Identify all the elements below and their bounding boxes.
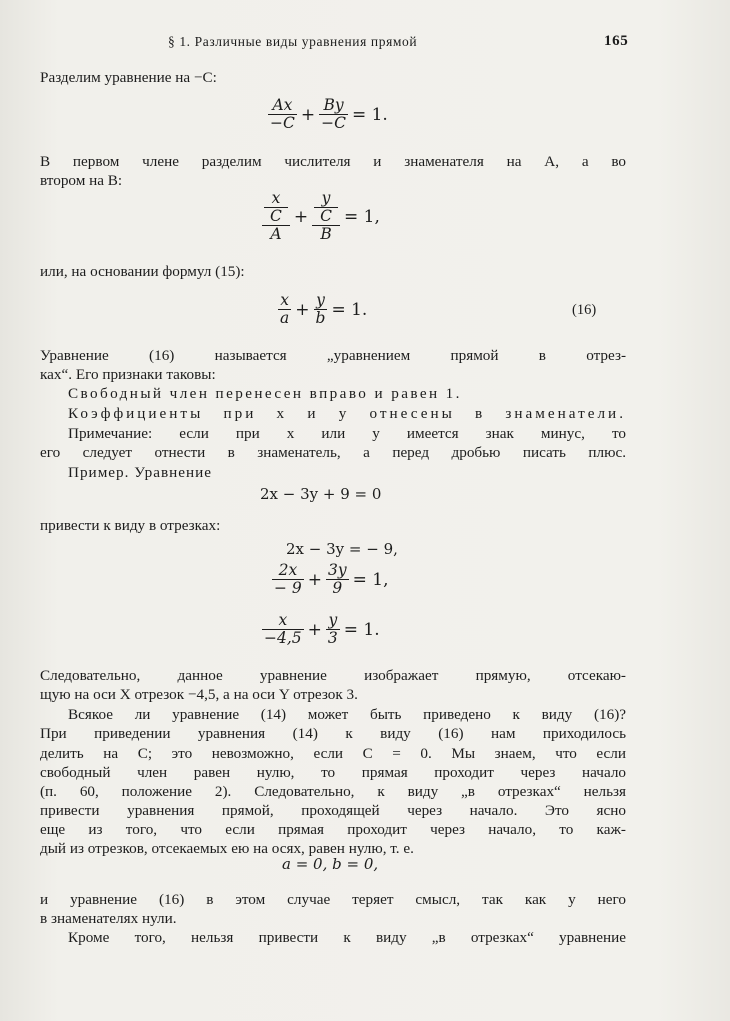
text-line: привести к виду в отрезках: [40, 517, 221, 534]
text-line: втором на B: [40, 172, 123, 189]
text-line: делить на C; это невозможно, если C = 0. Мы знаем, что если [40, 745, 626, 762]
numerator: y [314, 190, 338, 208]
text-line: (п. 60, положение 2). Следовательно, к виду „в отрезках“ нельзя [40, 783, 626, 800]
denominator: −C [270, 114, 295, 132]
numerator: y [326, 612, 340, 630]
text-line: и уравнение (16) в этом случае теряет смысл, так как у него [40, 891, 626, 908]
numerator: By [319, 97, 348, 115]
denominator: 3 [327, 629, 338, 647]
equation-rhs: = 1. [331, 299, 368, 320]
equation-rhs: = 1, [344, 206, 380, 227]
text-line: При приведении уравнения (14) к виду (16) нам приходилось [40, 725, 626, 742]
text-line: ках“. Его признаки таковы: [40, 366, 216, 383]
denominator: b [315, 309, 326, 327]
section-title: § 1. Различные виды уравнения прямой [168, 34, 418, 49]
denominator: C [320, 207, 332, 225]
text-line: или, на основании формул (15): [40, 263, 245, 280]
formula-zero-intercepts: a = 0, b = 0, [282, 855, 379, 873]
numerator: x [278, 292, 291, 310]
numerator: Ax [268, 97, 297, 115]
plus-sign: + [307, 569, 323, 590]
text-line: свободный член равен нулю, то прямая проходит через начало [40, 764, 626, 781]
equation-number: (16) [572, 302, 597, 318]
plus-sign: + [295, 299, 310, 320]
text-line: Всякое ли уравнение (14) может быть приведено к виду (16)? [68, 706, 626, 723]
plus-sign: + [307, 619, 322, 640]
text-line: щую на оси X отрезок −4,5, а на оси Y отрезок 3. [40, 686, 358, 703]
text-line: в знаменателях нули. [40, 910, 177, 927]
text-line: еще из того, что если прямая проходит через начало, то каж- [40, 821, 626, 838]
formula-divide-by-minus-c [268, 97, 392, 132]
page-number: 165 [604, 33, 629, 49]
denominator: C [270, 207, 282, 225]
text-line: В первом члене разделим числителя и знаменателя на A, а во [40, 153, 626, 170]
denominator: 9 [332, 579, 343, 597]
text-line: Следовательно, данное уравнение изображает прямую, отсекаю- [40, 667, 626, 684]
text-line: Коэффициенты при x и y отнесены в знаменатели. [68, 405, 626, 422]
denominator: −C [321, 114, 346, 132]
plus-sign: + [300, 104, 316, 125]
plus-sign: + [293, 206, 309, 227]
numerator: 2x [272, 562, 304, 580]
text-line: Разделим уравнение на −C: [40, 69, 217, 86]
text-line: дый из отрезков, отсекаемых ею на осях, равен нулю, т. е. [40, 840, 414, 857]
equation-rhs: = 1. [343, 619, 380, 640]
numerator: y [314, 292, 328, 310]
numerator: x [262, 612, 304, 630]
formula-rearranged: 2x − 3y = − 9, [286, 540, 398, 558]
equation-rhs: = 1. [351, 104, 388, 125]
denominator: −4,5 [264, 629, 302, 647]
numerator: 3y [328, 561, 347, 579]
formula-intercept-form [278, 292, 371, 327]
formula-divided [272, 562, 393, 597]
formula-intercept-result [262, 612, 384, 647]
equation-rhs: = 1, [352, 569, 389, 590]
denominator: − 9 [274, 579, 302, 597]
outer-denominator: A [262, 225, 290, 243]
numerator: x [264, 190, 288, 208]
text-line: Свободный член перенесен вправо и равен 1. [68, 385, 462, 402]
text-line: Пример. Уравнение [68, 464, 213, 481]
text-line: Уравнение (16) называется „уравнением прямой в отрез- [40, 347, 626, 364]
outer-denominator: B [312, 225, 340, 243]
denominator: a [280, 309, 290, 327]
text-line: Примечание: если при x или y имеется знак минус, то [68, 425, 626, 442]
text-line: его следует отнести в знаменатель, а перед дробью писать плюс. [40, 444, 626, 461]
text-line: Кроме того, нельзя привести к виду „в отрезках“ уравнение [68, 929, 626, 946]
formula-example-equation: 2x − 3y + 9 = 0 [260, 485, 382, 503]
text-line: привести уравнения прямой, проходящей через начало. Это ясно [40, 802, 626, 819]
formula-compound-fraction [262, 190, 384, 243]
